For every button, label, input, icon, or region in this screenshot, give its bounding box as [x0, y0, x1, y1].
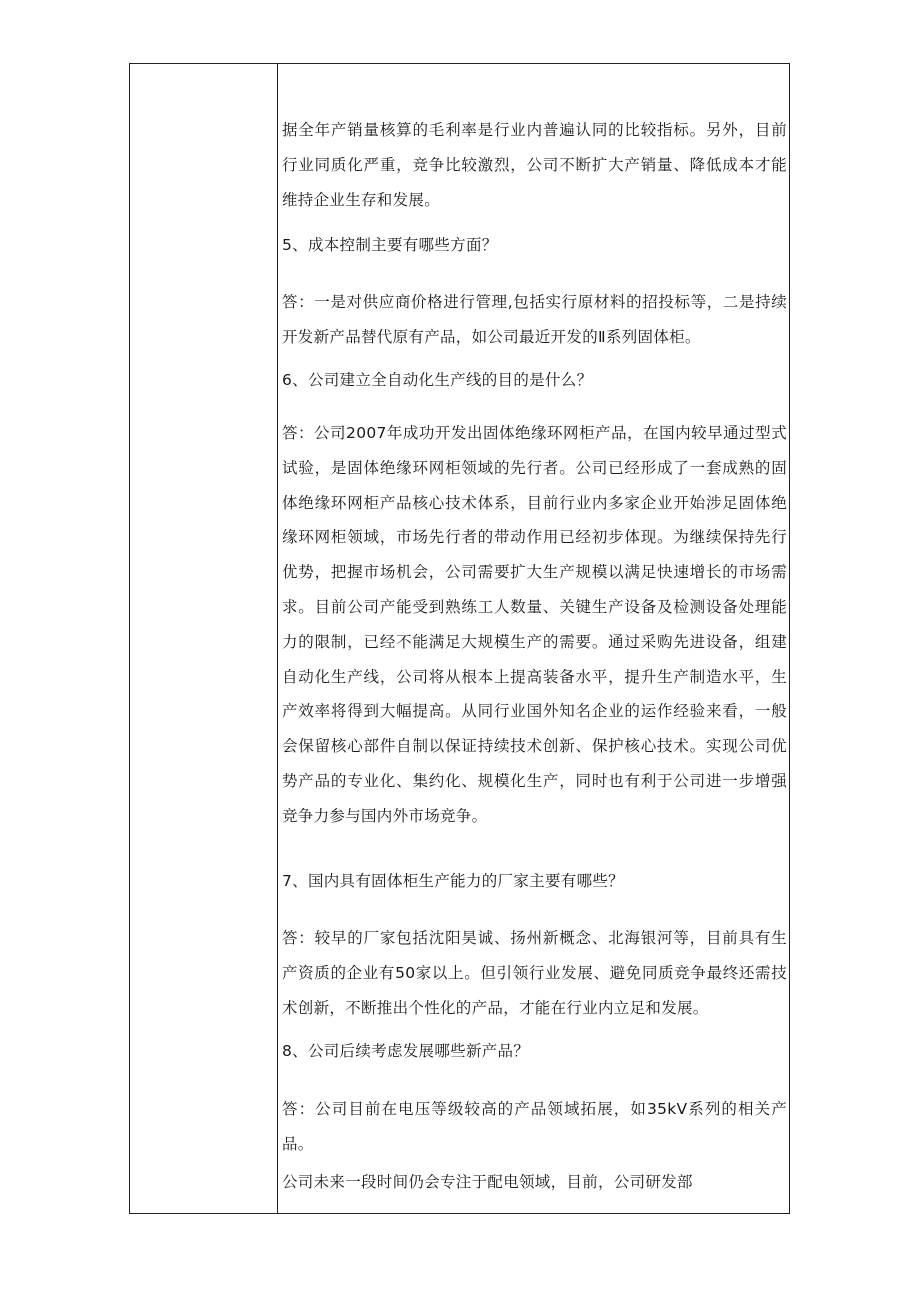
document-table — [129, 63, 790, 1214]
answer-6: 答：公司2007年成功开发出固体绝缘环网柜产品，在国内较早通过型式试验，是固体绝缘环网柜领域的先行者。公司已经形成了一套成熟的固体绝缘环网柜产品核心技术体系，目前行业内多家企业开始涉足固体绝缘环网柜领域，市场先行者的带动作用已经初步体现。为继续保持先行优势，把握市场机会，公司需要扩大生产规模以满足快速增长的市场需求。目前公司产能受到熟练工人数量、关键生产设备及检测设备处理能力的限制，已经不能满足大规模生产的需要。通过采购先进设备，组建自动化生产线，公司将从根本上提高装备水平，提升生产制造水平，生产效率将得到大幅提高。从同行业国外知名企业的运作经验来看，一般会保留核心部件自制以保证持续技术创新、保护核心技术。实现公司优势产品的专业化、集约化、规模化生产，同时也有利于公司进一步增强竞争力参与国内外市场竞争。 — [282, 424, 787, 825]
question-7: 7、国内具有固体柜生产能力的厂家主要有哪些？ — [282, 872, 624, 890]
paragraph-margin-note: 据全年产销量核算的毛利率是行业内普遍认同的比较指标。另外，目前行业同质化严重，竞争比较激烈，公司不断扩大产销量、降低成本才能维持企业生存和发展。 — [282, 121, 787, 209]
question-5: 5、成本控制主要有哪些方面？ — [282, 236, 498, 254]
question-8: 8、公司后续考虑发展哪些新产品？ — [282, 1042, 530, 1060]
left-column-cell — [130, 64, 278, 1213]
right-column-cell — [278, 64, 789, 1213]
paragraph-continued: 公司未来一段时间仍会专注于配电领域，目前，公司研发部 — [282, 1173, 693, 1191]
answer-7: 答：较早的厂家包括沈阳昊诚、扬州新概念、北海银河等，目前具有生产资质的企业有50家以上。但引领行业发展、避免同质竞争最终还需技术创新，不断推出个性化的产品，才能在行业内立足和发展。 — [282, 929, 787, 1017]
answer-8: 答：公司目前在电压等级较高的产品领域拓展，如35kV系列的相关产品。 — [282, 1100, 787, 1153]
answer-5: 答：一是对供应商价格进行管理,包括实行原材料的招投标等，二是持续开发新产品替代原有产品，如公司最近开发的Ⅱ系列固体柜。 — [282, 293, 787, 346]
question-6: 6、公司建立全自动化生产线的目的是什么？ — [282, 371, 593, 389]
